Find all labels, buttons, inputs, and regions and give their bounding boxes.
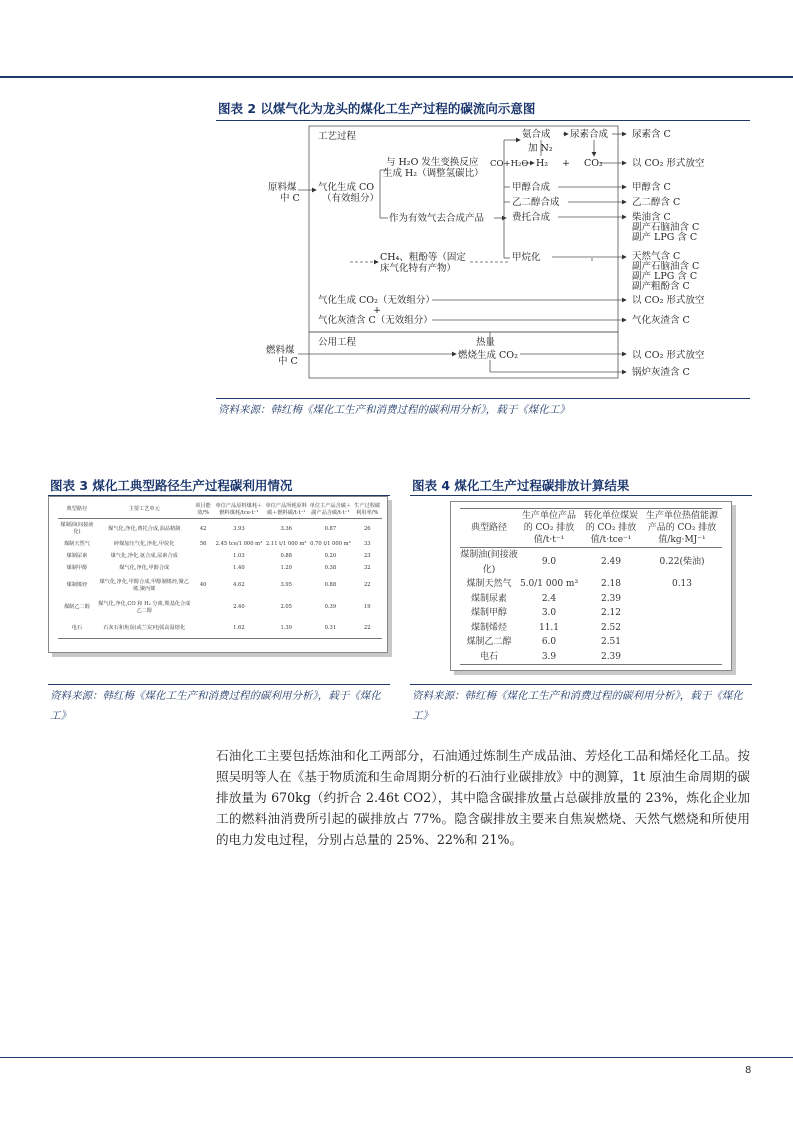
- label-gasify-effective: （有效组分）: [322, 193, 380, 204]
- table-cell: [642, 592, 722, 607]
- table-cell: 3.93: [233, 525, 245, 532]
- table-cell: 2.52: [600, 622, 622, 633]
- table-cell: 煤制尿素: [66, 553, 88, 560]
- table-row: [460, 635, 722, 650]
- out-lpg: 副产 LPG 含 C: [632, 232, 698, 243]
- table-cell: 煤气化,净化,CO 和 H₂ 分离,羰基化合成乙二醇: [98, 601, 191, 614]
- table-row: [460, 577, 722, 592]
- table-cell: 2.4: [541, 593, 557, 604]
- out-urea: 尿素含 C: [632, 129, 671, 140]
- table-cell: 2.05: [280, 604, 292, 611]
- out-boiler-ash: 锅炉灰渣含 C: [632, 367, 690, 378]
- table-cell: 2.12: [600, 608, 622, 618]
- table-cell: 22: [363, 582, 371, 589]
- label-plus-2: +: [373, 305, 381, 316]
- label-utility: 公用工程: [318, 337, 357, 348]
- out-diesel: 柴油含 C: [632, 212, 671, 223]
- figure2-carbon-flow-diagram: [0, 0, 793, 400]
- table-cell: 0.88: [324, 582, 337, 589]
- table-cell: 23: [363, 553, 371, 560]
- out-eg: 乙二醇含 C: [632, 197, 681, 208]
- table-cell: 1.40: [233, 565, 245, 572]
- figure4-table: [460, 508, 722, 665]
- table-cell: 11.1: [538, 622, 560, 633]
- label-as-effective: 作为有效气去合成产品: [389, 213, 485, 224]
- label-ammonia: 氨合成: [522, 129, 551, 140]
- label-shift-1: 与 H₂O 发生变换反应: [386, 157, 479, 168]
- table-cell: 9.0: [541, 557, 557, 568]
- out-phenol: 副产粗酚含 C: [632, 281, 690, 292]
- table-cell: 0.87: [324, 525, 337, 532]
- table-cell: [642, 621, 722, 636]
- label-add-n2: 加 N₂: [528, 143, 553, 154]
- table-cell: 6.0: [541, 637, 557, 647]
- table-cell: 0.70 t/1 000 m³: [310, 541, 351, 548]
- footer-rule: [0, 1057, 793, 1058]
- t3-header-carbon: 单位产品所耗原料碳＋燃料碳/t·t⁻¹: [264, 503, 308, 519]
- table-cell: 2.45 tce/1 000 m³: [215, 541, 263, 548]
- table-row: [460, 606, 722, 621]
- label-urea-synthesis: 尿素合成: [570, 129, 609, 140]
- table-cell: 0.13: [671, 579, 693, 589]
- out-naphtha-2: 副产石脑油含 C: [632, 261, 700, 272]
- label-methanation: 甲烷化: [512, 252, 541, 263]
- label-burn-co2: 燃烧生成 CO₂: [458, 350, 518, 361]
- table-row: [58, 539, 382, 551]
- table-row: [460, 621, 722, 636]
- table-cell: 0.20: [324, 553, 337, 560]
- table-header-row: [58, 503, 382, 519]
- table-cell: 碎煤加压气化,净化,甲烷化: [114, 541, 175, 548]
- label-raw-coal-c: 中 C: [280, 193, 300, 204]
- table-row: [58, 519, 382, 539]
- table-cell: 1.62: [214, 619, 264, 639]
- table-row: [58, 597, 382, 619]
- table-cell: 1.39: [264, 619, 308, 639]
- figure2-source: 资料来源：韩红梅《煤化工生产和消费过程的碳利用分析》，载于《煤化工》: [218, 404, 570, 416]
- table-cell: 3.95: [280, 582, 292, 589]
- label-process: 工艺过程: [318, 131, 357, 142]
- out-lpg-2: 副产 LPG 含 C: [632, 271, 698, 282]
- label-co2: CO₂: [584, 158, 603, 169]
- body-paragraph: 石油化工主要包括炼油和化工两部分，石油通过炼制生产成品油、芳烃化工品和烯烃化工品。按照吴明等人在《基于物质流和生命周期分析的石油行业碳排放》中的测算，1t 原油生命周期的碳排放量为 670kg（约折合 2.46t CO2），其中隐含碳排放量占总碳排放量的 23%，炼化企业加工的燃料油消费所引起的碳排放占 77%。隐含碳排放主要来自焦炭燃烧、天然气燃烧和所使用的电力发电过程，分别占总量的 25%、22%和 21%。: [216, 748, 750, 847]
- table-cell: 2.39: [600, 593, 622, 604]
- t4-header-per-product: 生产单位产品的 CO₂ 排放值/t·t⁻¹: [518, 509, 580, 548]
- table-row: [58, 575, 382, 597]
- table-cell: 2.49: [600, 557, 622, 568]
- label-ash-c: 气化灰渣含 C（无效组分）: [318, 315, 433, 326]
- table-cell: 2.11 t/1 000 m³: [265, 541, 307, 548]
- t3-header-efficiency: 项目能效/%: [193, 503, 214, 519]
- table-cell: 电石: [460, 650, 518, 665]
- table-cell: 3.9: [518, 650, 580, 665]
- table-cell: 煤气化,净化,费托合成,油品精制: [108, 525, 181, 532]
- table-cell: 56: [199, 541, 207, 548]
- table-cell: 煤制乙二醇: [63, 604, 90, 611]
- table-cell: 煤制烯烃: [470, 622, 507, 633]
- table-row: [460, 650, 722, 665]
- label-gasify: 气化生成 CO: [318, 182, 375, 193]
- t3-header-path: 典型路径: [58, 503, 96, 519]
- table-cell: 煤制甲醇: [470, 608, 507, 618]
- label-fuel-coal: 燃料煤: [266, 345, 295, 356]
- out-co2-vent-1: 以 CO₂ 形式放空: [632, 158, 705, 169]
- label-heat: 热量: [476, 337, 496, 348]
- figure4-source: 资料来源：韩红梅《煤化工生产和消费过程的碳利用分析》，载于《煤化工》: [412, 690, 743, 722]
- table-cell: 40: [199, 582, 207, 589]
- figure2-bottom-line: [216, 398, 750, 399]
- figure3-table: [58, 503, 382, 639]
- label-shift-2: 生成 H₂（调整氢碳比）: [383, 168, 484, 179]
- t4-header-per-coal: 转化单位煤炭的 CO₂ 排放值/t·tce⁻¹: [580, 509, 642, 548]
- table-cell: 0.88: [280, 553, 292, 560]
- t3-header-coal: 单位产品原料煤耗＋燃料煤耗/tce·t⁻¹: [214, 503, 264, 519]
- table-cell: 石灰石和焦炭(或兰炭)电弧高温熔化: [96, 619, 193, 639]
- label-gasify-co2: 气化生成 CO₂（无效组分）: [318, 295, 435, 306]
- table-cell: 煤制天然气: [63, 541, 90, 548]
- table-cell: 26: [363, 525, 371, 532]
- figure3-source: 资料来源：韩红梅《煤化工生产和消费过程的碳利用分析》，载于《煤化工》: [50, 690, 381, 722]
- table-cell: 煤制天然气: [466, 579, 512, 589]
- table-cell: 电石: [58, 619, 96, 639]
- table-cell: [642, 650, 722, 665]
- label-raw-coal: 原料煤: [268, 182, 297, 193]
- table-row: [460, 548, 722, 578]
- table-cell: 2.39: [580, 650, 642, 665]
- figure3-title: 图表 3 煤化工典型路径生产过程碳利用情况: [50, 478, 293, 493]
- table-cell: 33: [363, 541, 371, 548]
- out-ash: 气化灰渣含 C: [632, 315, 690, 326]
- page-number: 8: [745, 1065, 752, 1076]
- table-cell: 煤气化,净化,氨合成,尿素合成: [110, 553, 178, 560]
- table-cell: 0.31: [308, 619, 352, 639]
- t4-header-path: 典型路径: [460, 509, 518, 548]
- table-cell: 2.18: [600, 579, 622, 589]
- table-cell: [193, 551, 214, 563]
- table-cell: 煤制油(间接液化): [460, 550, 518, 575]
- label-methanol-syn: 甲醇合成: [512, 182, 551, 193]
- label-ch4-1: CH₄、粗酚等（固定: [380, 252, 466, 263]
- table-cell: 42: [199, 525, 207, 532]
- figure4-bottom-line: [410, 684, 752, 685]
- table-cell: 0.38: [324, 565, 337, 572]
- table-cell: 2.51: [600, 637, 622, 647]
- figure4-title: 图表 4 煤化工生产过程碳排放计算结果: [412, 478, 630, 493]
- label-ft-syn: 费托合成: [512, 212, 551, 223]
- table-cell: [642, 635, 722, 650]
- out-naphtha: 副产石脑油含 C: [632, 222, 700, 233]
- table-cell: 煤气化,净化,甲醇合成: [119, 565, 170, 572]
- table-cell: 32: [363, 565, 371, 572]
- t4-header-per-energy: 生产单位热值能源产品的 CO₂ 排放值/kg·MJ⁻¹: [642, 509, 722, 548]
- figure2-title: 图表 2 以煤气化为龙头的煤化工生产过程的碳流向示意图: [218, 101, 536, 116]
- table-header-row: [460, 509, 722, 548]
- table-cell: [642, 606, 722, 621]
- out-methanol: 甲醇含 C: [632, 182, 671, 193]
- table-cell: 2.40: [233, 604, 245, 611]
- table-cell: [193, 563, 214, 575]
- table-cell: 4.62: [233, 582, 245, 589]
- table-cell: 煤制油(间接液化): [60, 522, 94, 535]
- label-fuel-coal-c: 中 C: [278, 356, 298, 367]
- table-cell: 22: [352, 619, 382, 639]
- label-co-h2o: CO+H₂O: [490, 159, 529, 169]
- label-eg-syn: 乙二醇合成: [512, 197, 560, 208]
- table-cell: 0.39: [324, 604, 337, 611]
- label-ch4-2: 床气化特有产物）: [380, 263, 457, 274]
- label-plus: +: [562, 158, 570, 169]
- table-row: [460, 592, 722, 607]
- figure3-bottom-line: [48, 684, 390, 685]
- label-h2: H₂: [536, 158, 549, 169]
- table-cell: 3.0: [541, 608, 557, 618]
- t3-header-unit: 主要工艺单元: [96, 503, 193, 519]
- table-cell: 煤制尿素: [470, 593, 507, 604]
- table-cell: [193, 619, 214, 639]
- table-cell: 煤气化,净化,甲醇合成,甲醇制烯烃,聚乙烯,聚丙烯: [99, 579, 190, 592]
- out-co2-vent-3: 以 CO₂ 形式放空: [632, 350, 705, 361]
- table-cell: 0.22(柴油): [659, 557, 705, 568]
- t3-header-utilization: 生产过程碳利用率/%: [352, 503, 382, 519]
- table-row: [58, 551, 382, 563]
- table-cell: 煤制乙二醇: [466, 637, 512, 647]
- table-cell: [193, 597, 214, 619]
- table-cell: 19: [363, 604, 371, 611]
- table-row: [58, 619, 382, 639]
- out-co2-vent-2: 以 CO₂ 形式放空: [632, 295, 705, 306]
- table-cell: 5.0/1 000 m³: [519, 579, 579, 589]
- table-row: [58, 563, 382, 575]
- out-natgas: 天然气含 C: [632, 251, 681, 262]
- table-cell: 1.03: [233, 553, 245, 560]
- t3-header-product-c: 单位主产品含碳＋副产品含碳/t·t⁻¹: [308, 503, 352, 519]
- table-cell: 煤制甲醇: [66, 565, 88, 572]
- figure4-title-underline: [410, 495, 752, 496]
- table-cell: 1.20: [280, 565, 292, 572]
- table-cell: 煤制烯烃: [66, 582, 88, 589]
- table-cell: 3.36: [280, 525, 292, 532]
